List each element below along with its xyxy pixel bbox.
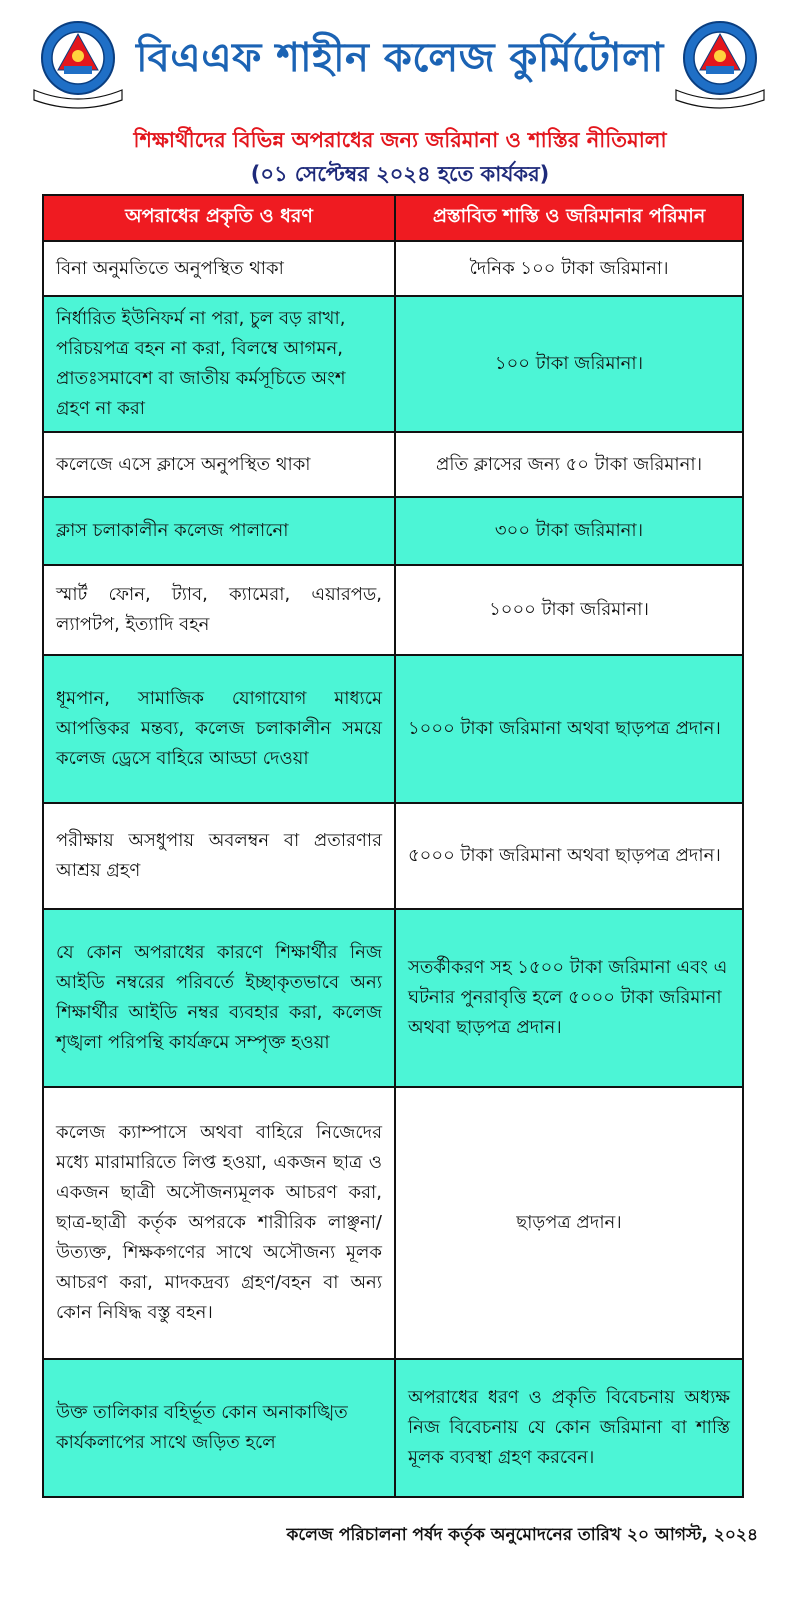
penalty-cell: দৈনিক ১০০ টাকা জরিমানা।	[395, 241, 743, 296]
penalty-cell: ১০০ টাকা জরিমানা।	[395, 296, 743, 432]
table-row	[43, 241, 743, 296]
penalty-cell: ৩০০ টাকা জরিমানা।	[395, 497, 743, 565]
document-header	[0, 0, 800, 200]
table-row	[43, 1087, 743, 1359]
penalty-cell: ৫০০০ টাকা জরিমানা অথবা ছাড়পত্র প্রদান।	[395, 803, 743, 909]
offense-cell: যে কোন অপরাধের কারণে শিক্ষার্থীর নিজ আইডি নম্বরের পরিবর্তে ইচ্ছাকৃতভাবে অন্য শিক্ষার্থীর আইডি নম্বর ব্যবহার করা, কলেজ শৃঙ্খলা পরিপন্থি কার্যক্রমে সম্পৃক্ত হওয়া	[43, 909, 395, 1087]
table-row	[43, 803, 743, 909]
policy-title: শিক্ষার্থীদের বিভিন্ন অপরাধের জন্য জরিমানা ও শাস্তির নীতিমালা	[133, 128, 667, 152]
table-row	[43, 497, 743, 565]
table-row	[43, 296, 743, 432]
penalty-cell: সতর্কীকরণ সহ ১৫০০ টাকা জরিমানা এবং এ ঘটনার পুনরাবৃত্তি হলে ৫০০০ টাকা জরিমানা অথবা ছাড়পত্র প্রদান।	[395, 909, 743, 1087]
offense-cell: নির্ধারিত ইউনিফর্ম না পরা, চুল বড় রাখা, পরিচয়পত্র বহন না করা, বিলম্বে আগমন, প্রাতঃসমাবেশ বা জাতীয় কর্মসূচিতে অংশ গ্রহণ না করা	[43, 296, 395, 432]
table-row	[43, 909, 743, 1087]
table-header-row	[43, 195, 743, 241]
college-logo-left	[28, 16, 128, 112]
approval-date-note: কলেজ পরিচালনা পর্ষদ কর্তৃক অনুমোদনের তারিখ ২০ আগস্ট, ২০২৪	[286, 1525, 758, 1545]
penalty-cell: ১০০০ টাকা জরিমানা অথবা ছাড়পত্র প্রদান।	[395, 655, 743, 803]
offense-column-header: অপরাধের প্রকৃতি ও ধরণ	[43, 195, 395, 241]
offense-cell: উক্ত তালিকার বহির্ভূত কোন অনাকাঙ্খিত কার্যকলাপের সাথে জড়িত হলে	[43, 1359, 395, 1497]
offense-cell: স্মার্ট ফোন, ট্যাব, ক্যামেরা, এয়ারপড, ল্যাপটপ, ইত্যাদি বহন	[43, 565, 395, 655]
effective-date: (০১ সেপ্টেম্বর ২০২৪ হতে কার্যকর)	[250, 162, 550, 186]
offense-cell: ক্লাস চলাকালীন কলেজ পালানো	[43, 497, 395, 565]
offense-cell: ধূমপান, সামাজিক যোগাযোগ মাধ্যমে আপত্তিকর মন্তব্য, কলেজ চলাকালীন সময়ে কলেজ ড্রেসে বাহিরে আড্ডা দেওয়া	[43, 655, 395, 803]
table-row	[43, 565, 743, 655]
offense-cell: বিনা অনুমতিতে অনুপস্থিত থাকা	[43, 241, 395, 296]
penalty-cell: ১০০০ টাকা জরিমানা।	[395, 565, 743, 655]
penalty-cell: অপরাধের ধরণ ও প্রকৃতি বিবেচনায় অধ্যক্ষ নিজ বিবেচনায় যে কোন জরিমানা বা শাস্তি মূলক ব্যবস্থা গ্রহণ করবেন।	[395, 1359, 743, 1497]
offense-cell: কলেজ ক্যাম্পাসে অথবা বাহিরে নিজেদের মধ্যে মারামারিতে লিপ্ত হওয়া, একজন ছাত্র ও একজন ছাত্রী অসৌজন্যমূলক আচরণ করা, ছাত্র-ছাত্রী কর্তৃক অপরকে শারীরিক লাঞ্ছনা/উত্যক্ত, শিক্ষকগণের সাথে অসৌজন্য মূলক আচরণ করা, মাদকদ্রব্য গ্রহণ/বহন বা অন্য কোন নিষিদ্ধ বস্তু বহন।	[43, 1087, 395, 1359]
offense-cell: কলেজে এসে ক্লাসে অনুপস্থিত থাকা	[43, 432, 395, 497]
penalty-cell: প্রতি ক্লাসের জন্য ৫০ টাকা জরিমানা।	[395, 432, 743, 497]
table-row	[43, 432, 743, 497]
table-row	[43, 1359, 743, 1497]
penalty-column-header: প্রস্তাবিত শাস্তি ও জরিমানার পরিমান	[395, 195, 743, 241]
college-name-title: বিএএফ শাহীন কলেজ কুর্মিটোলা	[136, 34, 664, 81]
offense-cell: পরীক্ষায় অসধুপায় অবলম্বন বা প্রতারণার আশ্রয় গ্রহণ	[43, 803, 395, 909]
penalty-table	[42, 194, 744, 1498]
penalty-cell: ছাড়পত্র প্রদান।	[395, 1087, 743, 1359]
college-logo-right	[670, 16, 770, 112]
table-row	[43, 655, 743, 803]
